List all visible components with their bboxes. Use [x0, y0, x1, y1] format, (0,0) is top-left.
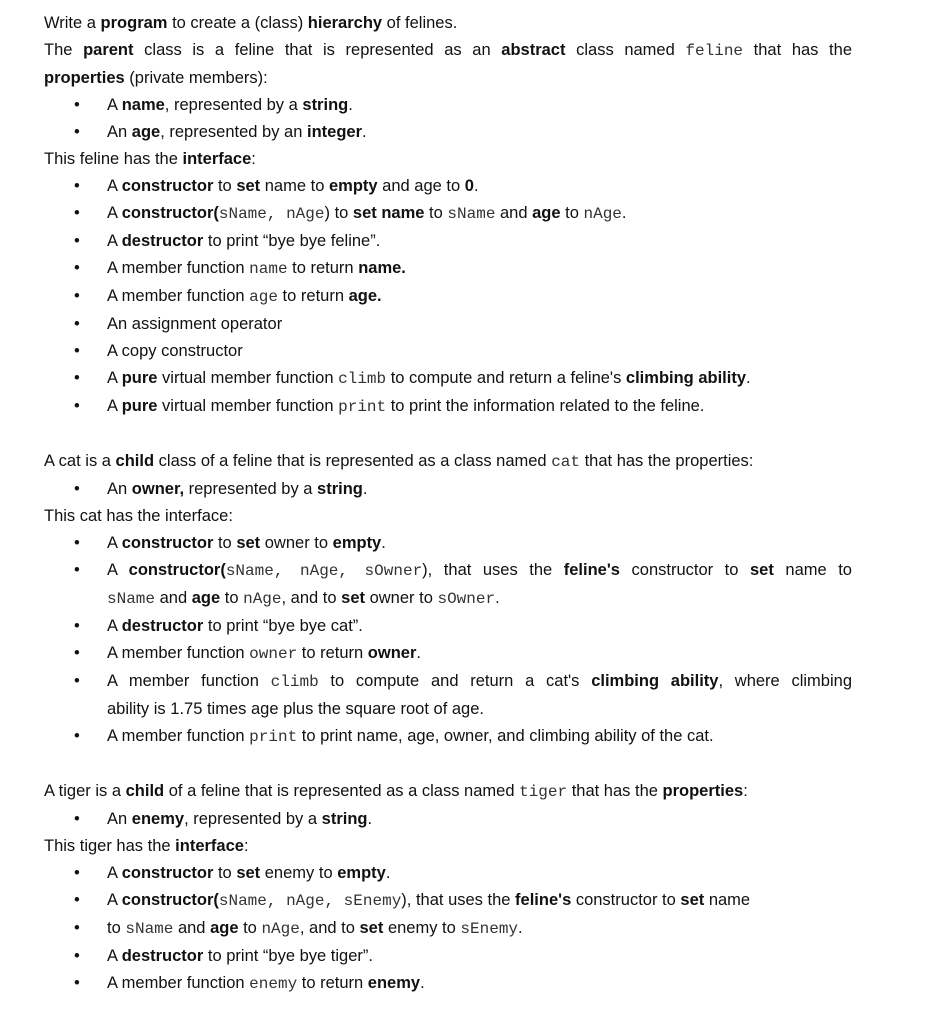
text: name to — [773, 561, 852, 579]
text: , and to — [281, 589, 342, 607]
list-item — [44, 668, 928, 723]
list-item — [44, 393, 928, 421]
intro-line-3 — [44, 65, 928, 92]
text: A — [107, 947, 122, 965]
bold-text: age — [131, 123, 161, 141]
bullet-icon: • — [74, 947, 80, 965]
list-item — [44, 311, 928, 338]
text: owner to — [260, 534, 333, 552]
list-item — [44, 173, 928, 200]
text: . — [348, 96, 353, 114]
bullet-icon: • — [74, 480, 80, 498]
text: to — [107, 919, 126, 937]
text: that has the properties: — [580, 452, 754, 470]
text: to return — [287, 259, 359, 277]
bullet-icon: • — [74, 259, 80, 277]
bold-text: set name — [352, 204, 425, 222]
text: virtual member function — [157, 369, 339, 387]
bullet-icon: • — [74, 919, 80, 937]
code-text: sName, nAge, sOwner — [225, 562, 423, 580]
text: and age to — [377, 177, 465, 195]
bold-text: empty — [332, 534, 382, 552]
tiger-intro — [44, 778, 928, 806]
list-item-line — [107, 557, 852, 585]
code-text: tiger — [519, 783, 568, 801]
text: to print name, age, owner, and climbing ability of the cat. — [297, 727, 714, 745]
bold-text: destructor — [121, 232, 204, 250]
list-item — [44, 530, 928, 557]
text: . — [495, 589, 500, 607]
bullet-icon: • — [74, 315, 80, 333]
bold-text: owner — [367, 644, 417, 662]
bold-text: constructor — [121, 534, 214, 552]
text: and — [495, 204, 533, 222]
bullet-icon: • — [74, 644, 80, 662]
bold-text: set — [236, 534, 261, 552]
bold-text: constructor — [121, 864, 214, 882]
text: to print the information related to the feline. — [386, 397, 705, 415]
text: : — [743, 782, 748, 800]
tiger-interface-heading — [44, 833, 928, 860]
code-text: sName — [447, 205, 496, 223]
text: to return — [297, 974, 368, 992]
bold-text: constructor — [121, 177, 214, 195]
text: to create a (class) — [167, 14, 308, 32]
text: constructor to — [619, 561, 750, 579]
text: to return — [277, 287, 349, 305]
text: constructor to — [571, 891, 681, 909]
bold-text: hierarchy — [307, 14, 383, 32]
text: . — [621, 204, 627, 222]
text: that has the — [743, 41, 852, 59]
bold-text: properties — [44, 69, 125, 87]
bullet-icon: • — [74, 342, 80, 360]
code-text: enemy — [249, 975, 298, 993]
bold-text: integer — [306, 123, 362, 141]
text: to — [220, 589, 244, 607]
list-item — [44, 119, 928, 146]
text: . — [362, 480, 368, 498]
bold-text: name. — [358, 259, 406, 277]
bold-text: age — [532, 204, 561, 222]
list-item — [44, 365, 928, 393]
bullet-icon: • — [74, 232, 80, 250]
text: A — [107, 177, 122, 195]
text: and — [173, 919, 211, 937]
bold-text: set — [749, 561, 774, 579]
cat-intro — [44, 448, 928, 476]
bullet-icon: • — [74, 891, 80, 909]
code-text: nAge — [261, 920, 300, 938]
text: A member function — [107, 672, 271, 690]
bold-text: 0 — [464, 177, 474, 195]
bold-text: interface — [182, 150, 252, 168]
code-text: sName — [125, 920, 174, 938]
bullet-icon: • — [74, 287, 80, 305]
bold-text: age. — [348, 287, 382, 305]
bold-text: set — [236, 864, 261, 882]
list-item — [44, 640, 928, 668]
text: . — [473, 177, 479, 195]
list-item — [44, 283, 928, 311]
text: : — [251, 150, 256, 168]
list-item — [44, 806, 928, 833]
text: , represented by a — [184, 810, 322, 828]
bold-text: name — [121, 96, 165, 114]
text: . — [746, 369, 751, 387]
bold-text: constructor( — [121, 204, 219, 222]
bold-text: enemy — [131, 810, 185, 828]
text: . — [420, 974, 425, 992]
text: . — [362, 123, 367, 141]
text: . — [367, 810, 373, 828]
code-text: climb — [270, 673, 319, 691]
text: name — [704, 891, 751, 909]
code-text: age — [249, 288, 278, 306]
text: enemy to — [260, 864, 338, 882]
text: A — [107, 397, 122, 415]
bullet-icon: • — [74, 672, 80, 690]
text: . — [518, 919, 523, 937]
text: : — [243, 837, 249, 855]
bold-text: feline's — [515, 891, 572, 909]
text: A member function — [107, 644, 250, 662]
list-item-line — [107, 585, 928, 613]
bold-text: set — [341, 589, 365, 607]
bold-text: pure — [121, 397, 158, 415]
text: to compute and return a cat's — [318, 672, 592, 690]
text: to — [424, 204, 448, 222]
text: A — [107, 369, 122, 387]
text: represented by a — [184, 480, 318, 498]
list-item — [44, 887, 928, 915]
bold-text: enemy — [367, 974, 421, 992]
text: to — [213, 177, 237, 195]
bold-text: abstract — [501, 41, 566, 59]
text: class is a feline that is represented as an — [133, 41, 502, 59]
text: An assignment operator — [107, 315, 283, 333]
intro-line-1 — [44, 10, 928, 37]
bullet-icon: • — [74, 534, 80, 552]
text: enemy to — [383, 919, 461, 937]
text: , represented by an — [160, 123, 307, 141]
bold-text: destructor — [121, 947, 204, 965]
text: and — [155, 589, 192, 607]
bullet-icon: • — [74, 96, 80, 114]
bold-text: child — [125, 782, 165, 800]
text: to — [560, 204, 584, 222]
bold-text: program — [100, 14, 168, 32]
list-item — [44, 200, 928, 228]
text: The — [44, 41, 84, 59]
text: that has the — [567, 782, 663, 800]
bold-text: interface — [175, 837, 244, 855]
list-item — [44, 228, 928, 255]
code-text: print — [249, 728, 298, 746]
spacer — [44, 421, 928, 448]
text: , where climbing — [718, 672, 852, 690]
text: An — [107, 123, 132, 141]
bold-text: set — [359, 919, 384, 937]
bold-text: feline's — [563, 561, 620, 579]
intro-line-2 — [44, 37, 852, 65]
text: name to — [260, 177, 329, 195]
bullet-icon: • — [74, 727, 80, 745]
text: . — [385, 864, 391, 882]
text: . — [416, 644, 421, 662]
bullet-icon: • — [74, 810, 80, 828]
bold-text: set — [680, 891, 705, 909]
text: to — [213, 534, 237, 552]
bold-text: string — [321, 810, 368, 828]
bullet-icon: • — [74, 204, 80, 222]
text: of felines. — [382, 14, 458, 32]
code-text: feline — [685, 42, 744, 60]
cat-interface-heading: This cat has the interface: — [44, 507, 233, 525]
code-text: sName, nAge — [218, 205, 325, 223]
bold-text: string — [302, 96, 349, 114]
list-item-line: ability is 1.75 times age plus the square root of age. — [107, 700, 484, 718]
list-item-line — [107, 668, 852, 696]
text: A cat is a — [44, 452, 116, 470]
bold-text: climbing ability — [625, 369, 747, 387]
code-text: name — [249, 260, 288, 278]
text: A — [107, 561, 129, 579]
list-item — [44, 476, 928, 503]
spacer — [44, 751, 928, 778]
text: A tiger is a — [44, 782, 126, 800]
code-text: climb — [338, 370, 387, 388]
bold-text: set — [236, 177, 261, 195]
bold-text: destructor — [121, 617, 204, 635]
text: to print “bye bye feline”. — [203, 232, 381, 250]
text: ), — [422, 561, 433, 579]
text: that uses the — [411, 891, 516, 909]
text: to print “bye bye cat”. — [203, 617, 363, 635]
text: , represented by a — [164, 96, 303, 114]
bold-text: child — [115, 452, 155, 470]
bullet-icon: • — [74, 617, 80, 635]
text: class of a feline that is represented as a class named — [154, 452, 552, 470]
code-text: cat — [551, 453, 581, 471]
text: A — [107, 204, 122, 222]
text: This feline has the — [44, 150, 183, 168]
text: Write a — [44, 14, 101, 32]
list-item — [44, 557, 928, 613]
list-item — [44, 970, 928, 998]
list-item — [44, 860, 928, 887]
text: virtual member function — [157, 397, 339, 415]
bold-text: age — [210, 919, 239, 937]
text: owner to — [365, 589, 438, 607]
bold-text: pure — [121, 369, 158, 387]
text: ) to — [324, 204, 353, 222]
list-item — [44, 723, 928, 751]
text: A — [107, 534, 122, 552]
list-item — [44, 915, 928, 943]
bold-text: climbing ability — [591, 672, 719, 690]
code-text: sEnemy — [460, 920, 519, 938]
text: to — [213, 864, 237, 882]
bold-text: owner, — [131, 480, 185, 498]
code-text: sName — [107, 590, 156, 608]
text: A — [107, 96, 122, 114]
bold-text: string — [317, 480, 363, 498]
bold-text: empty — [337, 864, 386, 882]
bold-text: properties — [662, 782, 744, 800]
bold-text: constructor( — [121, 891, 219, 909]
bullet-icon: • — [74, 369, 80, 387]
text: A member function — [107, 727, 250, 745]
code-text: print — [338, 398, 387, 416]
text: An — [107, 810, 132, 828]
text: A — [107, 864, 122, 882]
text: A member function — [107, 287, 250, 305]
bullet-icon: • — [74, 177, 80, 195]
bold-text: age — [191, 589, 221, 607]
text: (private members): — [124, 69, 268, 87]
text: , and to — [299, 919, 360, 937]
text: A copy constructor — [107, 342, 243, 360]
code-text: nAge — [583, 205, 622, 223]
code-text: sName, nAge, sEnemy — [218, 892, 402, 910]
text: to compute and return a feline's — [386, 369, 626, 387]
bullet-icon: • — [74, 864, 80, 882]
text: to print “bye bye tiger”. — [203, 947, 373, 965]
list-item — [44, 943, 928, 970]
bullet-icon: • — [74, 123, 80, 141]
text: of a feline that is represented as a class named — [164, 782, 520, 800]
text: ), — [401, 891, 412, 909]
list-item — [44, 613, 928, 640]
bold-text: empty — [328, 177, 378, 195]
bold-text: parent — [83, 41, 134, 59]
list-item — [44, 255, 928, 283]
text: . — [381, 534, 386, 552]
feline-interface-heading — [44, 146, 928, 173]
text: An — [107, 480, 132, 498]
text: A — [107, 891, 122, 909]
text: A — [107, 232, 122, 250]
bullet-icon: • — [74, 397, 80, 415]
code-text: owner — [249, 645, 298, 663]
code-text: nAge — [243, 590, 282, 608]
text: A member function — [107, 259, 250, 277]
text: to return — [297, 644, 368, 662]
text: This tiger has the — [44, 837, 176, 855]
text: class named — [565, 41, 686, 59]
code-text: sOwner — [437, 590, 496, 608]
bullet-icon: • — [74, 561, 80, 579]
text: A — [107, 617, 122, 635]
list-item — [44, 92, 928, 119]
bullet-icon: • — [74, 974, 80, 992]
text: A member function — [107, 974, 250, 992]
text: that uses the — [432, 561, 564, 579]
list-item — [44, 338, 928, 365]
text: to — [238, 919, 262, 937]
bold-text: constructor( — [128, 561, 226, 579]
